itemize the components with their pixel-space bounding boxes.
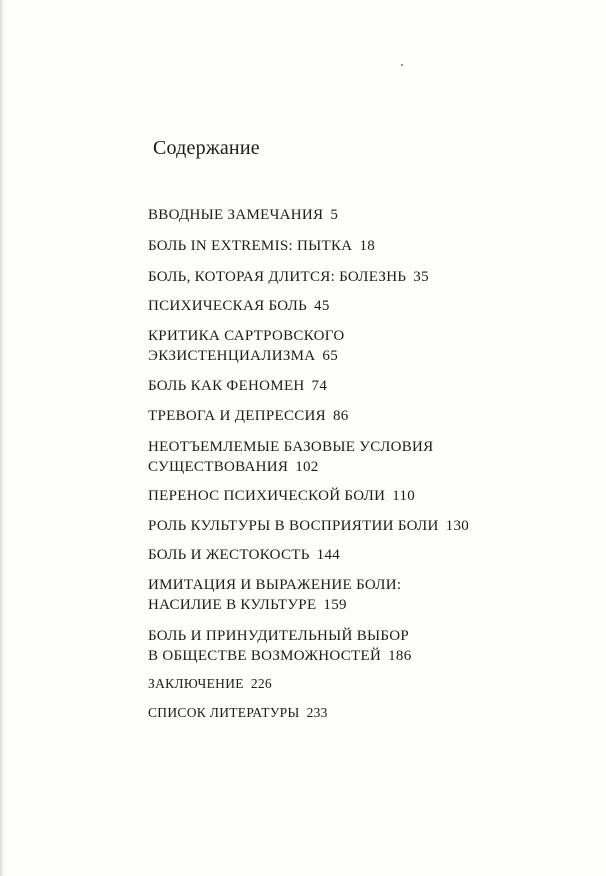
toc-entry-page: 233 bbox=[306, 705, 328, 720]
toc-entry-title: НЕОТЪЕМЛЕМЫЕ БАЗОВЫЕ УСЛОВИЯ bbox=[148, 439, 434, 455]
toc-entry-title-line-2: В ОБЩЕСТВЕ ВОЗМОЖНОСТЕЙ bbox=[148, 648, 382, 664]
toc-entry-page: 159 bbox=[323, 597, 347, 613]
toc-entry-existence-conditions bbox=[148, 437, 433, 477]
toc-entry-title-line-2: НАСИЛИЕ В КУЛЬТУРЕ bbox=[148, 597, 317, 613]
toc-entry-title: РОЛЬ КУЛЬТУРЫ В ВОСПРИЯТИИ БОЛИ bbox=[148, 518, 439, 534]
toc-entry-title: БОЛЬ КАК ФЕНОМЕН bbox=[148, 378, 305, 394]
toc-entry-title: КРИТИКА САРТРОВСКОГО bbox=[148, 328, 345, 344]
toc-entry-illness bbox=[148, 267, 429, 287]
toc-entry-culture-role bbox=[148, 516, 469, 536]
toc-entry-page: 74 bbox=[311, 378, 328, 394]
toc-entry-mental-pain bbox=[148, 296, 330, 316]
toc-entry-imitation bbox=[148, 575, 401, 615]
page-edge-shadow bbox=[0, 0, 4, 876]
toc-entry-page: 110 bbox=[392, 488, 416, 504]
toc-entry-page: 102 bbox=[295, 459, 319, 475]
toc-entry-title: ЗАКЛЮЧЕНИЕ bbox=[148, 676, 244, 691]
toc-entry-torture bbox=[148, 236, 375, 256]
toc-entry-page: 226 bbox=[250, 676, 272, 691]
toc-entry-title: БОЛЬ, КОТОРАЯ ДЛИТСЯ: БОЛЕЗНЬ bbox=[148, 269, 407, 285]
toc-entry-title-line-2: ЭКЗИСТЕНЦИАЛИЗМА bbox=[148, 348, 316, 364]
toc-entry-sartre-critique bbox=[148, 326, 345, 366]
toc-entry-title: ПЕРЕНОС ПСИХИЧЕСКОЙ БОЛИ bbox=[148, 488, 386, 504]
print-speck bbox=[401, 64, 403, 66]
toc-entry-title: ИМИТАЦИЯ И ВЫРАЖЕНИЕ БОЛИ: bbox=[148, 577, 402, 593]
toc-entry-page: 5 bbox=[330, 207, 339, 223]
toc-entry-page: 45 bbox=[314, 298, 330, 314]
toc-entry-title: ТРЕВОГА И ДЕПРЕССИЯ bbox=[148, 408, 326, 424]
toc-entry-title: ПСИХИЧЕСКАЯ БОЛЬ bbox=[148, 298, 308, 314]
toc-entry-page: 35 bbox=[413, 269, 429, 285]
toc-entry-title: БОЛЬ И ПРИНУДИТЕЛЬНЫЙ ВЫБОР bbox=[148, 628, 410, 644]
toc-entry-forced-choice bbox=[148, 626, 412, 666]
toc-entry-pain-phenomenon bbox=[148, 376, 327, 396]
toc-entry-page: 144 bbox=[316, 547, 341, 563]
toc-entry-page: 65 bbox=[322, 348, 339, 364]
toc-entry-page: 130 bbox=[445, 518, 470, 534]
toc-entry-pain-transfer bbox=[148, 486, 415, 506]
toc-entry-bibliography bbox=[148, 703, 328, 723]
toc-heading: Содержание bbox=[153, 137, 260, 159]
toc-entry-page: 18 bbox=[359, 238, 376, 254]
toc-entry-introduction bbox=[148, 205, 338, 225]
toc-entry-title: ВВОДНЫЕ ЗАМЕЧАНИЯ bbox=[148, 207, 324, 223]
toc-entry-title: БОЛЬ IN EXTREMIS: ПЫТКА bbox=[148, 238, 353, 254]
toc-entry-conclusion bbox=[148, 674, 272, 694]
toc-entry-page: 186 bbox=[388, 648, 412, 664]
toc-entry-cruelty bbox=[148, 545, 340, 565]
toc-entry-title-line-2: СУЩЕСТВОВАНИЯ bbox=[148, 459, 289, 475]
toc-entry-anxiety-depression bbox=[148, 406, 349, 426]
toc-entry-title: БОЛЬ И ЖЕСТОКОСТЬ bbox=[148, 547, 310, 563]
toc-entry-page: 86 bbox=[333, 408, 349, 424]
toc-entry-title: СПИСОК ЛИТЕРАТУРЫ bbox=[148, 705, 300, 720]
